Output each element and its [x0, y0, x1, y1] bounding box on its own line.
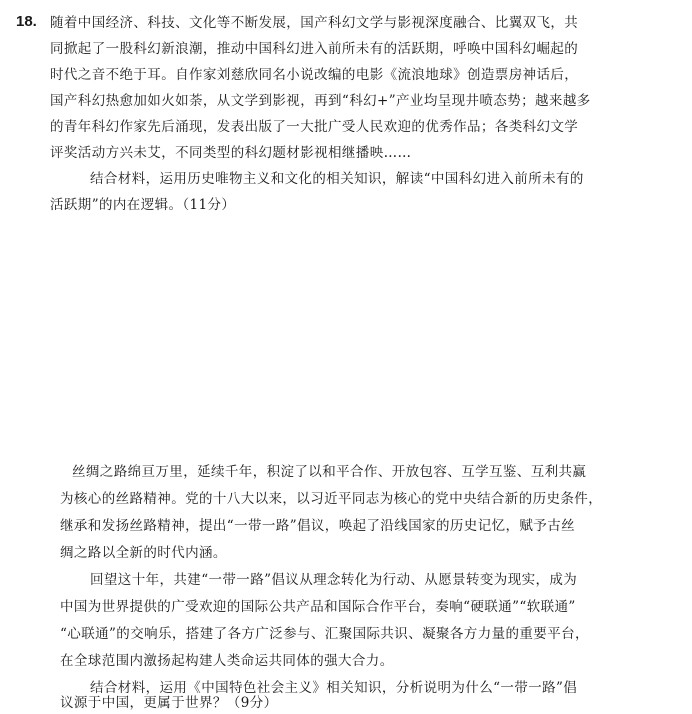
question-19-line-6: 中国为世界提供的广受欢迎的国际公共产品和国际合作平台，奏响“硬联通”“软联通”: [60, 599, 576, 615]
question-18-prompt-line-1: 结合材料，运用历史唯物主义和文化的相关知识，解读“中国科幻进入前所未有的: [90, 171, 584, 187]
question-18-line-6: 评奖活动方兴未艾，不同类型的科幻题材影视相继播映……: [50, 145, 412, 161]
question-19-line-3: 继承和发扬丝路精神，提出“一带一路”倡议，唤起了沿线国家的历史记忆，赋予古丝: [60, 518, 576, 534]
question-19-prompt-line-2: 议源于中国，更属于世界？（9分）: [60, 695, 278, 711]
question-19-line-4: 绸之路以全新的时代内涵。: [60, 545, 227, 561]
question-18-line-2: 同掀起了一股科幻新浪潮，推动中国科幻进入前所未有的活跃期，呼唤中国科幻崛起的: [50, 41, 579, 57]
question-19-line-8: 在全球范围内激扬起构建人类命运共同体的强大合力。: [60, 653, 394, 669]
question-18-line-3: 时代之音不绝于耳。自作家刘慈欣同名小说改编的电影《流浪地球》创造票房神话后，: [50, 67, 579, 83]
question-19-line-7: “心联通”的交响乐，搭建了各方广泛参与、汇聚国际共识、凝聚各方力量的重要平台，: [60, 626, 589, 642]
question-number: 18.: [16, 13, 37, 30]
question-19-line-1: 丝绸之路绵亘万里，延续千年，积淀了以和平合作、开放包容、互学互鉴、互利共赢: [72, 464, 587, 480]
question-18-line-4: 国产科幻热愈加如火如荼，从文学到影视，再到“科幻+”产业均呈现井喷态势；越来越多: [50, 93, 591, 109]
question-19-prompt-line-1: 结合材料，运用《中国特色社会主义》相关知识，分析说明为什么“一带一路”倡: [90, 680, 578, 696]
question-19-line-2: 为核心的丝路精神。党的十八大以来，以习近平同志为核心的党中央结合新的历史条件，: [60, 491, 603, 507]
question-18-line-5: 的青年科幻作家先后涌现，发表出版了一大批广受人民欢迎的优秀作品；各类科幻文学: [50, 119, 579, 135]
question-18-prompt-line-2: 活跃期”的内在逻辑。（11分）: [50, 197, 236, 213]
question-18-line-1: 随着中国经济、科技、文化等不断发展，国产科幻文学与影视深度融合、比翼双飞，共: [50, 15, 579, 31]
question-19-line-5: 回望这十年，共建“一带一路”倡议从理念转化为行动、从愿景转变为现实，成为: [90, 572, 578, 588]
